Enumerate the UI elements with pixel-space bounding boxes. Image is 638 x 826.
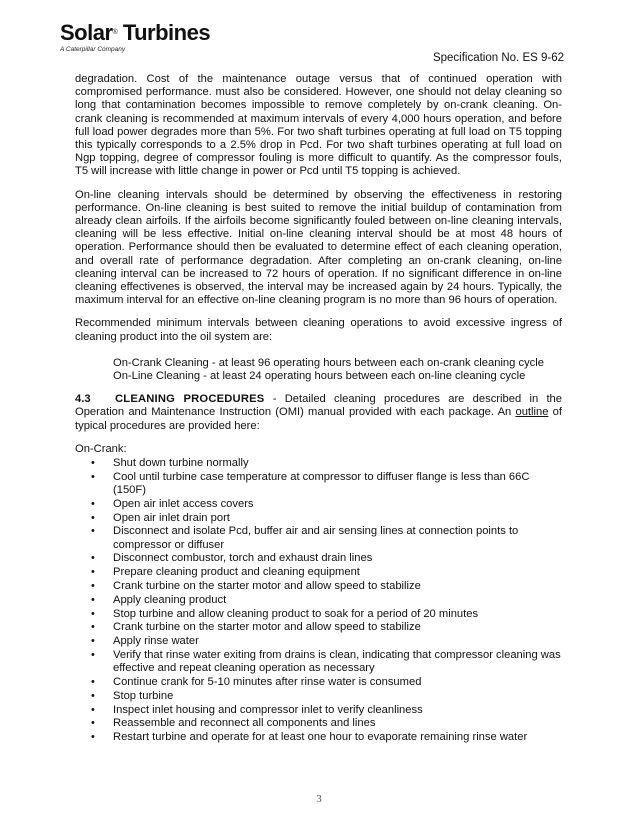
bullet-icon: •	[91, 525, 95, 538]
bullet-icon: •	[91, 470, 95, 483]
section-heading: CLEANING PROCEDURES	[115, 393, 265, 406]
bullet-icon: •	[91, 689, 95, 702]
procedure-step-text: Open air inlet access covers	[113, 497, 254, 510]
paragraph-degradation: degradation. Cost of the maintenance outage versus that of continued operation with compromised performance. must also be considered. However, one should not delay cleaning so long that contamination becomes impossible to remove completely by on-crank cleaning. On-crank cleaning is recommended at maximum intervals of every 4,000 hours operation, and before full load power degrades more than 5%. For two shaft turbines operating at full load on T5 topping this typically corresponds to a 2.5% drop in Pcd. For two shaft turbines operating at full load on Ngp topping, degree of compressor fouling is more difficult to quantify. As the compressor fouls, T5 will increase with little change in power or Pcd until T5 topping is achieved.	[75, 73, 562, 178]
procedure-step	[75, 580, 562, 593]
paragraph-recommended-intervals: Recommended minimum intervals between cleaning operations to avoid excessive ingress of cleaning product into the oil system are:	[75, 317, 562, 343]
procedure-step-text: Stop turbine	[113, 689, 174, 702]
procedure-step	[75, 457, 562, 470]
procedure-step-text: Apply rinse water	[113, 635, 199, 648]
procedure-step	[75, 704, 562, 717]
bullet-icon: •	[91, 731, 95, 744]
procedure-step	[75, 731, 562, 744]
bullet-icon: •	[91, 676, 95, 689]
procedure-step-text: Open air inlet drain port	[113, 511, 230, 524]
interval-online: On-Line Cleaning - at least 24 operating hours between each on-line cleaning cycle	[113, 370, 526, 383]
procedure-step-text: Inspect inlet housing and compressor inlet to verify cleanliness	[113, 703, 423, 716]
bullet-icon: •	[91, 649, 95, 662]
bullet-icon: •	[91, 635, 95, 648]
procedure-step-text: Restart turbine and operate for at least one hour to evaporate remaining rinse water	[113, 731, 528, 744]
bullet-icon: •	[91, 580, 95, 593]
procedure-step	[75, 690, 562, 703]
procedure-step-text: Disconnect combustor, torch and exhaust drain lines	[113, 552, 373, 565]
bullet-icon: •	[91, 607, 95, 620]
procedure-step-text: Crank turbine on the starter motor and allow speed to stabilize	[113, 580, 421, 593]
procedure-step-text: Stop turbine and allow cleaning product to soak for a period of 20 minutes	[113, 607, 479, 620]
procedure-step-text: Crank turbine on the starter motor and allow speed to stabilize	[113, 621, 421, 634]
bullet-icon: •	[91, 497, 95, 510]
procedure-step	[75, 594, 562, 607]
procedure-step-text: Apply cleaning product	[113, 593, 227, 606]
document-body	[75, 73, 562, 745]
procedure-step	[75, 512, 562, 525]
procedure-step-text: Shut down turbine normally	[113, 457, 249, 470]
procedure-step	[75, 649, 562, 675]
bullet-icon: •	[91, 593, 95, 606]
procedure-step	[75, 525, 562, 551]
outline-word: outline	[515, 406, 549, 419]
bullet-icon: •	[91, 717, 95, 730]
procedure-step	[75, 498, 562, 511]
logo-wordmark: Solar® Turbines	[60, 20, 211, 45]
bullet-icon: •	[91, 566, 95, 579]
logo-tagline: A Caterpillar Company	[60, 46, 126, 53]
procedure-step	[75, 621, 562, 634]
procedure-step	[75, 566, 562, 579]
section-cleaning-procedures: 4.3 CLEANING PROCEDURES - Detailed cleaning procedures are described in the Operation and Maintenance Instruction (OMI) manual provided with each package. An outline of typical procedures are provided here:	[75, 393, 562, 432]
procedure-step-text: Reassemble and reconnect all components and lines	[113, 717, 376, 730]
procedure-step	[75, 552, 562, 565]
page-number: 3	[316, 793, 322, 805]
procedure-step	[75, 635, 562, 648]
interval-list	[75, 357, 562, 383]
oncrank-label: On-Crank:	[75, 442, 127, 455]
interval-oncrank: On-Crank Cleaning - at least 96 operating hours between each on-crank cleaning cycle	[113, 356, 544, 369]
procedure-step-text: Prepare cleaning product and cleaning equipment	[113, 566, 360, 579]
specification-number: Specification No. ES 9-62	[432, 52, 564, 64]
paragraph-online-intervals: On-line cleaning intervals should be determined by observing the effectiveness in restoring performance. On-line cleaning is best suited to remove the initial buildup of contamination from already clean airfoils. If the airfoils become significantly fouled between on-line cleaning intervals, cleaning will be less effective. Initial on-line cleaning interval should be at most 48 hours of operation. Performance should then be evaluated to determine effect of each cleaning operation, and overall rate of performance degradation. After completing an on-crank cleaning, on-line cleaning interval can be increased to 72 hours of operation. If no significant difference in on-line cleaning effectivenes is observed, the interval may be increased again by 24 hours. Typically, the maximum interval for an effective on-line cleaning program is no more than 96 hours of operation.	[75, 188, 562, 307]
bullet-icon: •	[91, 457, 95, 470]
bullet-icon: •	[91, 621, 95, 634]
bullet-icon: •	[91, 552, 95, 565]
procedure-step	[75, 608, 562, 621]
company-logo	[60, 22, 210, 53]
procedure-step	[75, 717, 562, 730]
section-number: 4.3	[75, 393, 91, 406]
oncrank-steps-list	[75, 457, 562, 744]
procedure-step	[75, 471, 562, 497]
procedure-step-text: Cool until turbine case temperature at compressor to diffuser flange is less than 66C (150F)	[113, 470, 530, 497]
procedure-step-text: Continue crank for 5-10 minutes after rinse water is consumed	[113, 676, 422, 689]
procedure-step	[75, 676, 562, 689]
procedure-step-text: Disconnect and isolate Pcd, buffer air and air sensing lines at connection points to compressor or diffuser	[113, 525, 519, 551]
bullet-icon: •	[91, 703, 95, 716]
bullet-icon: •	[91, 511, 95, 524]
procedure-step-text: Verify that rinse water exiting from drains is clean, indicating that compressor cleaning was effective and repeat cleaning operation as necessary	[113, 649, 561, 675]
